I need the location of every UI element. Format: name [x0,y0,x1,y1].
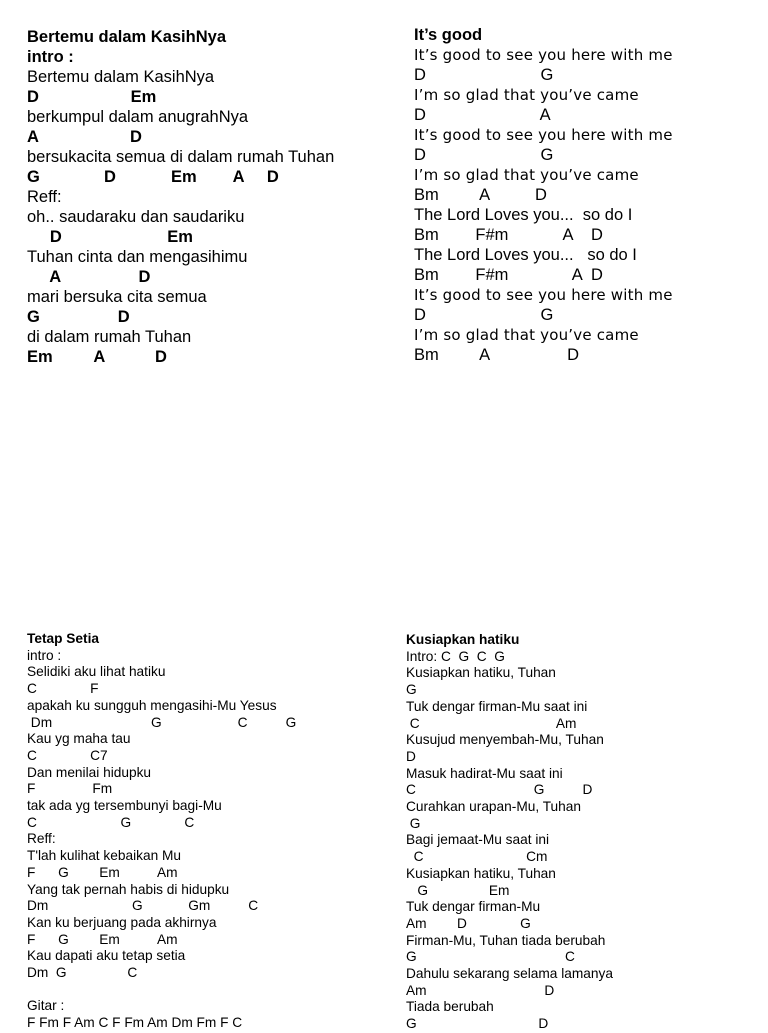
song-line: G [406,682,417,698]
song-line: I’m so glad that you’ve came [414,166,639,184]
song-line: G D [27,308,130,326]
song-line: A D [27,268,151,286]
song-line: Kan ku berjuang pada akhirnya [27,914,217,930]
song-line: F G Em Am [27,864,178,880]
song-line: I’m so glad that you’ve came [414,326,639,344]
song-line: apakah ku sungguh mengasihi-Mu Yesus [27,697,277,713]
song-line: Tiada berubah [406,999,494,1015]
song-line: Tuk dengar firman-Mu [406,899,541,915]
song-line: Em A D [27,348,167,366]
song-line: It’s good to see you here with me [414,126,673,144]
song-line: Dm G Gm C [27,898,259,914]
song-line: Tuhan cinta dan mengasihimu [27,248,248,266]
song-line: di dalam rumah Tuhan [27,328,192,346]
song-line: Kusujud menyembah-Mu, Tuhan [406,732,604,748]
song-kusiapkan-hatiku [406,632,613,1033]
song-line: F Fm [27,781,113,797]
song-line: Selidiki aku lihat hatiku [27,664,166,680]
song-line: D G [414,306,554,324]
song-line: C Cm [406,849,548,865]
song-line: Kusiapkan hatiku, Tuhan [406,865,556,881]
song-line: It’s good to see you here with me [414,46,673,64]
song-line: Dm G C [27,965,138,981]
song-bertemu-dalam-kasihnya [27,27,334,367]
song-line: Dm G C G [27,714,297,730]
song-line: C G C [27,814,195,830]
song-line: D Em [27,88,157,106]
song-line: D A [414,106,551,124]
song-line: oh.. saudaraku dan saudariku [27,208,245,226]
song-line: G [406,815,421,831]
song-title: Bertemu dalam KasihNya [27,28,226,46]
song-title: Kusiapkan hatiku [406,632,520,647]
song-line: D Em [27,228,193,246]
song-line: Bm F#m A D [414,266,603,284]
song-line: Bertemu dalam KasihNya [27,68,215,86]
song-line: C C7 [27,747,108,763]
song-line: Firman-Mu, Tuhan tiada berubah [406,932,606,948]
song-line: bersukacita semua di dalam rumah Tuhan [27,148,335,166]
song-line: C Am [406,715,577,731]
song-line: G D [406,1016,549,1032]
song-line: Intro: C G C G [406,648,505,664]
song-line: intro : [27,647,62,663]
song-line [27,982,296,999]
song-line: G Em [406,882,510,898]
song-line: Bagi jemaat-Mu saat ini [406,832,550,848]
song-line: Bm A D [414,186,547,204]
song-title: It’s good [414,26,483,44]
song-line: G D Em A D [27,168,279,186]
song-line: Kau yg maha tau [27,731,131,747]
song-line: Bm A D [414,346,580,364]
song-line: Tuk dengar firman-Mu saat ini [406,698,588,714]
song-line: intro : [27,48,74,66]
song-line: G C [406,949,575,965]
song-line: Kau dapati aku tetap setia [27,948,186,964]
song-line: D G [414,146,554,164]
song-line: Gitar : [27,998,65,1014]
song-its-good [414,25,673,365]
song-line: Masuk hadirat-Mu saat ini [406,765,563,781]
song-line: C G D [406,782,593,798]
song-line: Dahulu sekarang selama lamanya [406,966,613,982]
song-line: T'lah kulihat kebaikan Mu [27,848,182,864]
song-line: Dan menilai hidupku [27,764,152,780]
song-line: F G Em Am [27,931,178,947]
song-tetap-setia [27,631,296,1032]
song-line: Bm F#m A D [414,226,603,244]
song-line: D G [414,66,554,84]
song-line: Am D G [406,915,531,931]
song-line: F Fm F Am C F Fm Am Dm Fm F C [27,1015,243,1031]
song-line: Am D [406,982,555,998]
song-line: berkumpul dalam anugrahNya [27,108,249,126]
song-title: Tetap Setia [27,631,100,646]
song-line: The Lord Loves you... so do I [414,246,637,264]
song-line: Kusiapkan hatiku, Tuhan [406,665,556,681]
song-line: C F [27,681,99,697]
song-line: Reff: [27,831,56,847]
song-line: Curahkan urapan-Mu, Tuhan [406,799,582,815]
song-line: Reff: [27,188,62,206]
song-line: Yang tak pernah habis di hidupku [27,881,230,897]
song-line: It’s good to see you here with me [414,286,673,304]
song-line: D [406,748,416,764]
song-line: The Lord Loves you... so do I [414,206,633,224]
song-line: mari bersuka cita semua [27,288,207,306]
song-line: I’m so glad that you’ve came [414,86,639,104]
song-line: tak ada yg tersembunyi bagi-Mu [27,798,222,814]
song-line: A D [27,128,142,146]
